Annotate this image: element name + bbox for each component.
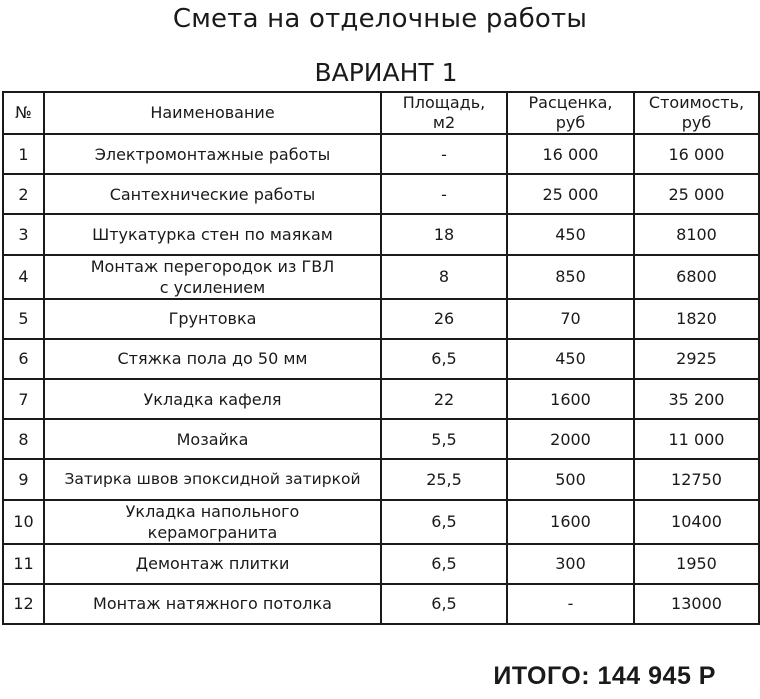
cell-area: -: [381, 174, 507, 214]
cell-name: Укладка напольного керамогранита: [44, 500, 381, 544]
cell-cost: 13000: [634, 584, 759, 624]
header-name: Наименование: [44, 92, 381, 134]
cell-cost: 1950: [634, 544, 759, 584]
cell-rate: 2000: [507, 419, 634, 459]
cell-num: 8: [3, 419, 44, 459]
table-row: [3, 214, 759, 254]
cell-area: 6,5: [381, 500, 507, 544]
table-row: [3, 339, 759, 379]
table-row: [3, 379, 759, 419]
cell-cost: 12750: [634, 459, 759, 499]
cell-name: Электромонтажные работы: [44, 134, 381, 174]
cell-num: 3: [3, 214, 44, 254]
grand-total: ИТОГО: 144 945 Р: [493, 662, 716, 690]
cell-name: Мозайка: [44, 419, 381, 459]
cell-name: Монтаж натяжного потолка: [44, 584, 381, 624]
cell-name: Сантехнические работы: [44, 174, 381, 214]
cell-rate: 1600: [507, 379, 634, 419]
cell-name: Демонтаж плитки: [44, 544, 381, 584]
cell-name: Монтаж перегородок из ГВЛ с усилением: [44, 255, 381, 299]
cell-num: 6: [3, 339, 44, 379]
cell-area: 6,5: [381, 339, 507, 379]
table-header-row: [3, 92, 759, 134]
cell-cost: 8100: [634, 214, 759, 254]
table-row: [3, 419, 759, 459]
cell-num: 12: [3, 584, 44, 624]
cell-name: Стяжка пола до 50 мм: [44, 339, 381, 379]
table-row: [3, 544, 759, 584]
cell-rate: 850: [507, 255, 634, 299]
cell-area: 18: [381, 214, 507, 254]
table-row: [3, 174, 759, 214]
header-rate: Расценка, руб: [507, 92, 634, 134]
table-row: [3, 584, 759, 624]
cell-rate: 25 000: [507, 174, 634, 214]
cell-cost: 1820: [634, 299, 759, 339]
header-area: Площадь, м2: [381, 92, 507, 134]
cell-num: 4: [3, 255, 44, 299]
document-title: Смета на отделочные работы: [172, 4, 588, 34]
header-cost: Стоимость, руб: [634, 92, 759, 134]
cell-cost: 2925: [634, 339, 759, 379]
estimate-table: [2, 91, 760, 625]
cell-area: 26: [381, 299, 507, 339]
variant-heading: ВАРИАНТ 1: [314, 58, 458, 87]
cell-cost: 35 200: [634, 379, 759, 419]
cell-num: 9: [3, 459, 44, 499]
table-row: [3, 500, 759, 544]
cell-cost: 10400: [634, 500, 759, 544]
cell-cost: 6800: [634, 255, 759, 299]
cell-area: -: [381, 134, 507, 174]
cell-area: 6,5: [381, 544, 507, 584]
cell-rate: 450: [507, 214, 634, 254]
cell-area: 25,5: [381, 459, 507, 499]
cell-rate: 70: [507, 299, 634, 339]
cell-area: 8: [381, 255, 507, 299]
cell-num: 1: [3, 134, 44, 174]
cell-num: 5: [3, 299, 44, 339]
table-row: [3, 134, 759, 174]
cell-num: 2: [3, 174, 44, 214]
header-num: №: [3, 92, 44, 134]
cell-rate: 16 000: [507, 134, 634, 174]
cell-rate: -: [507, 584, 634, 624]
cell-rate: 500: [507, 459, 634, 499]
cell-area: 5,5: [381, 419, 507, 459]
cell-name: Грунтовка: [44, 299, 381, 339]
cell-rate: 1600: [507, 500, 634, 544]
cell-rate: 450: [507, 339, 634, 379]
cell-num: 11: [3, 544, 44, 584]
cell-cost: 25 000: [634, 174, 759, 214]
cell-area: 6,5: [381, 584, 507, 624]
table-row: [3, 255, 759, 299]
cell-cost: 11 000: [634, 419, 759, 459]
cell-name: Затирка швов эпоксидной затиркой: [44, 459, 381, 499]
cell-num: 7: [3, 379, 44, 419]
table-row: [3, 459, 759, 499]
cell-name: Укладка кафеля: [44, 379, 381, 419]
table-row: [3, 299, 759, 339]
cell-cost: 16 000: [634, 134, 759, 174]
cell-rate: 300: [507, 544, 634, 584]
cell-name: Штукатурка стен по маякам: [44, 214, 381, 254]
cell-num: 10: [3, 500, 44, 544]
cell-area: 22: [381, 379, 507, 419]
